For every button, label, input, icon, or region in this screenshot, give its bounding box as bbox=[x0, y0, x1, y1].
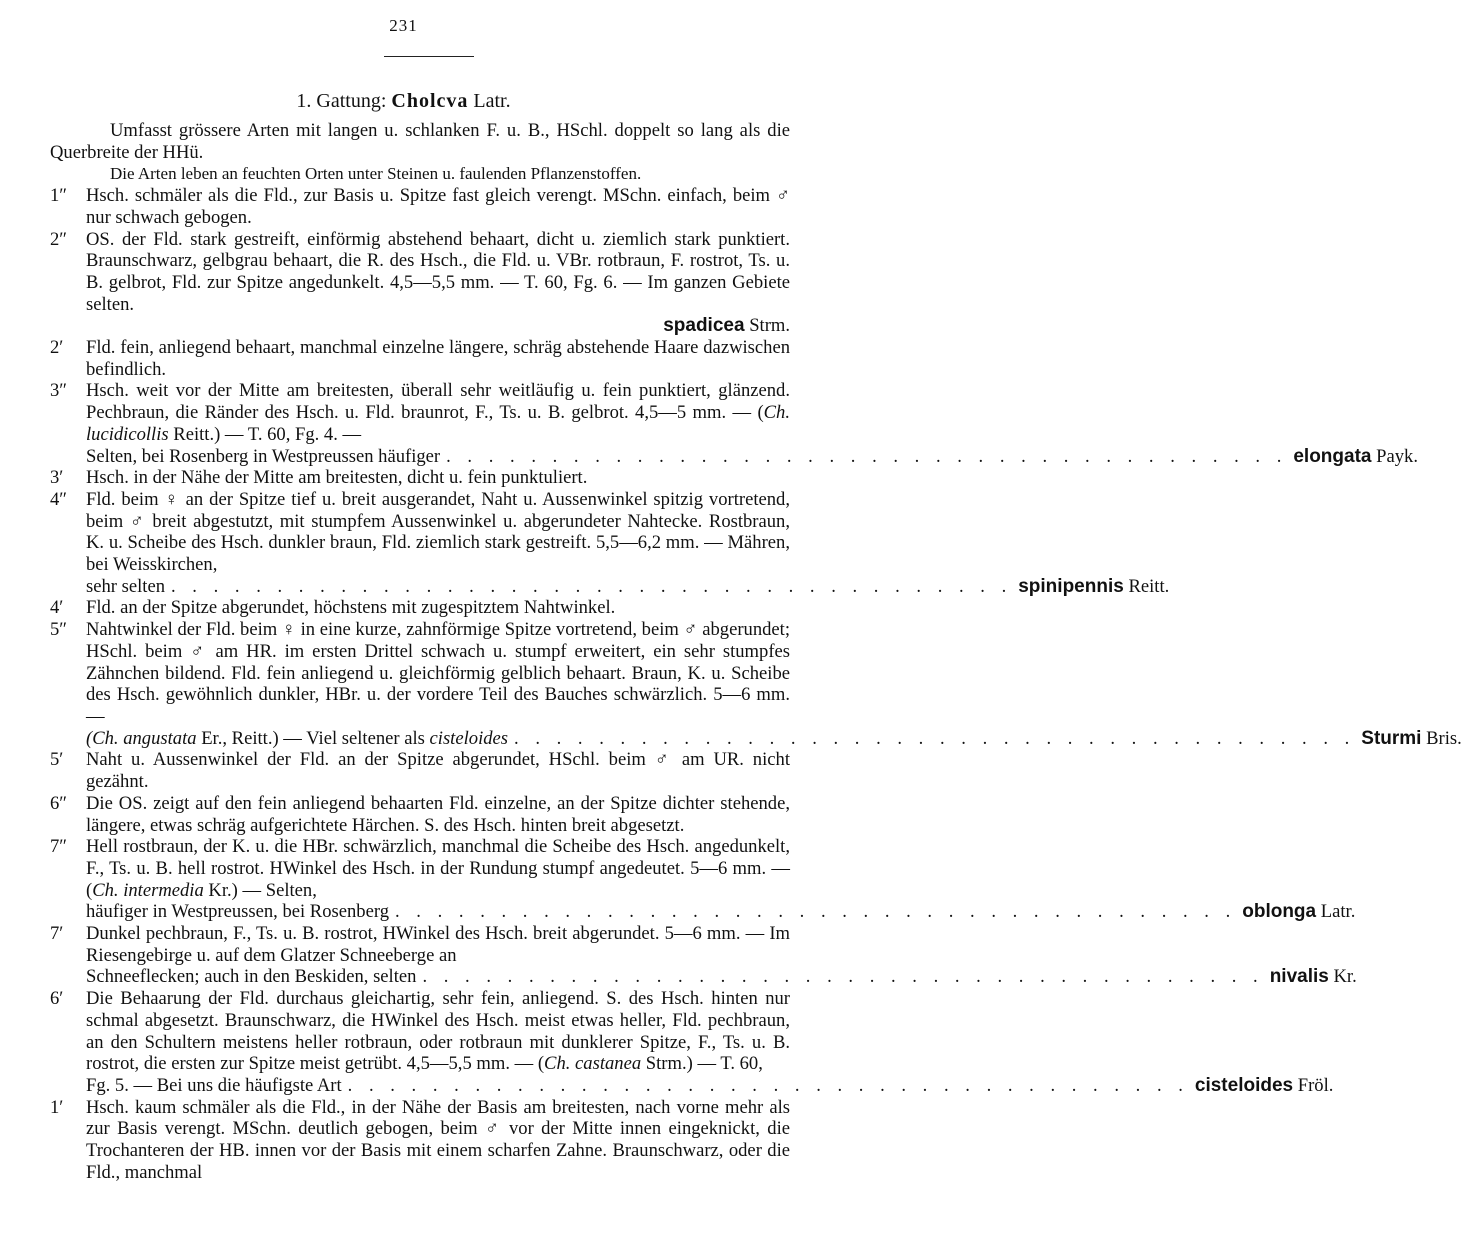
key-entry bbox=[50, 380, 1418, 467]
entry-text: Hsch. kaum schmäler als die Fld., in der Nähe der Basis am breitesten, nach vorne mehr als zur Basis verengt. MSchn. deutlich gebogen, beim ♂ vor der Mitte innen eingeknickt, die Trochanteren der HB. innen vor der Basis mit einem scharfen Zahne. Braunschwarz, oder die Fld., manchmal bbox=[86, 1096, 790, 1183]
entry-text: Hell rostbraun, der K. u. die HBr. schwärzlich, manchmal die Scheibe des Hsch. angedunkelt, F., Ts. u. B. hell rostrot. HWinkel des Hsch. in der Rundung stumpf angedeutet. 5—6 mm. — ( bbox=[86, 836, 790, 901]
dot-leader: . . . . . . . . . . . . . . . . . . . . . . . . . . . . . . . . . . . . . . . . bbox=[347, 1074, 1189, 1096]
key-number: 6″ bbox=[50, 792, 68, 814]
entry-text-cont: Kr.) — Selten, bbox=[203, 879, 317, 901]
reference-species: cisteloides bbox=[429, 727, 509, 749]
species-line bbox=[86, 445, 1418, 468]
key-entry bbox=[50, 185, 790, 228]
entry-text: Die OS. zeigt auf den fein anliegend behaarten Fld. einzelne, an der Spitze dichter stehende, längere, etwas schräg aufgerichtete Härchen. S. des Hsch. hinten breit abgesetzt. bbox=[86, 792, 790, 836]
species-line bbox=[86, 315, 790, 337]
key-number: 1′ bbox=[50, 1096, 64, 1118]
species-lead: häufiger in Westpreussen, bei Rosenberg bbox=[86, 901, 389, 923]
intro-paragraph: Umfasst grössere Arten mit langen u. schlanken F. u. B., HSchl. doppelt so lang als die Querbreite der HHü. bbox=[50, 120, 790, 163]
entry-text: Fld. fein, anliegend behaart, manchmal einzelne längere, schräg abstehende Haare dazwischen befindlich. bbox=[86, 337, 790, 380]
species-name: nivalis bbox=[1269, 966, 1329, 988]
key-entry bbox=[50, 836, 1356, 923]
entry-text: Hsch. schmäler als die Fld., zur Basis u. Spitze fast gleich verengt. MSchn. einfach, beim ♂ nur schwach gebogen. bbox=[86, 185, 790, 228]
entry-text: Fld. beim ♀ an der Spitze tief u. breit ausgerandet, Naht u. Aussenwinkel spitzig vortretend, beim ♂ breit abgestutzt, mit stumpfem Aussenwinkel u. abgerundeter Nahtecke. Rostbraun, K. u. Scheibe des Hsch. dunkler braun, Fld. ziemlich stark gestreift. 5,5—6,2 mm. — Mähren, bei Weisskirchen, bbox=[86, 488, 790, 576]
species-lead: Schneeflecken; auch in den Beskiden, selten bbox=[86, 966, 417, 988]
species-author: Fröl. bbox=[1297, 1074, 1334, 1096]
key-text bbox=[50, 120, 1462, 1183]
synonym-name: Ch. castanea bbox=[544, 1053, 642, 1075]
key-number: 7″ bbox=[50, 836, 68, 858]
key-entry bbox=[50, 988, 1334, 1097]
entry-text-cont: Strm.) — T. 60, bbox=[641, 1053, 763, 1075]
dot-leader: . . . . . . . . . . . . . . . . . . . . . . . . . . . . . . . . . . . . . . . . bbox=[395, 901, 1237, 923]
species-author: Strm. bbox=[749, 315, 790, 337]
key-number: 7′ bbox=[50, 923, 64, 945]
species-name: oblonga bbox=[1242, 901, 1317, 923]
heading-prefix: 1. Gattung: bbox=[296, 90, 387, 112]
key-number: 5′ bbox=[50, 749, 64, 771]
key-number: 4″ bbox=[50, 488, 68, 510]
species-name: cisteloides bbox=[1194, 1074, 1294, 1096]
key-entry bbox=[50, 749, 790, 792]
species-lead: sehr selten bbox=[86, 575, 165, 597]
dot-leader: . . . . . . . . . . . . . . . . . . . . . . . . . . . . . . . . . . . . . . . . bbox=[514, 727, 1356, 749]
species-author: Reitt. bbox=[1128, 575, 1170, 597]
entry-text: OS. der Fld. stark gestreift, einförmig abstehend behaart, dicht u. ziemlich stark punktiert. Braunschwarz, gelbgrau behaart, die R. des Hsch., die Fld. u. VBr. rotbraun, F. rostrot, Ts. u. B. gelbrot, Fld. zur Spitze angedunkelt. 4,5—5,5 mm. — T. 60, Fg. 6. — Im ganzen Gebiete selten. bbox=[86, 228, 790, 315]
species-author: Kr. bbox=[1333, 966, 1357, 988]
key-number: 6′ bbox=[50, 988, 64, 1010]
species-name: spinipennis bbox=[1018, 575, 1124, 597]
entry-text-cont: Er., Reitt.) — Viel seltener als bbox=[196, 727, 430, 749]
header-rule bbox=[384, 56, 474, 57]
entry-text: Fld. an der Spitze abgerundet, höchstens mit zugespitztem Nahtwinkel. bbox=[86, 597, 616, 619]
key-entry bbox=[50, 488, 1170, 598]
genus-author: Latr. bbox=[473, 90, 511, 112]
dot-leader: . . . . . . . . . . . . . . . . . . . . . . . . . . . . . . . . . . . . . . . . bbox=[446, 445, 1288, 467]
species-name: Sturmi bbox=[1361, 727, 1422, 749]
key-number: 3″ bbox=[50, 380, 68, 402]
page-number: 231 bbox=[389, 16, 418, 35]
dot-leader: . . . . . . . . . . . . . . . . . . . . . . . . . . . . . . . . . . . . . . . . bbox=[171, 575, 1013, 597]
species-lead: Fg. 5. — Bei uns die häufigste Art bbox=[86, 1074, 342, 1096]
species-line bbox=[86, 727, 1462, 750]
entry-text: Hsch. in der Nähe der Mitte am breitesten, dicht u. fein punktuliert. bbox=[86, 467, 588, 489]
key-entry bbox=[50, 597, 790, 619]
species-author: Bris. bbox=[1426, 727, 1462, 749]
key-entry bbox=[50, 793, 790, 836]
species-line bbox=[86, 575, 1170, 598]
species-lead: Selten, bei Rosenberg in Westpreussen häufiger bbox=[86, 445, 441, 467]
entry-text: Naht u. Aussenwinkel der Fld. an der Spitze abgerundet, HSchl. beim ♂ am UR. nicht gezähnt. bbox=[86, 749, 790, 793]
key-number: 2′ bbox=[50, 337, 64, 359]
species-name: elongata bbox=[1293, 445, 1372, 467]
species-author: Payk. bbox=[1376, 445, 1418, 467]
species-name: spadicea bbox=[663, 315, 745, 337]
entry-text-cont: Reitt.) — T. 60, Fg. 4. — bbox=[168, 423, 362, 445]
synonym-name: (Ch. angustata bbox=[86, 727, 197, 749]
species-line bbox=[86, 1074, 1334, 1097]
key-entry bbox=[50, 923, 1357, 988]
synonym-name: Ch. intermedia bbox=[92, 879, 204, 901]
species-author: Latr. bbox=[1320, 901, 1356, 923]
key-number: 1″ bbox=[50, 185, 68, 207]
entry-text: Hsch. weit vor der Mitte am breitesten, überall sehr weitläufig u. fein punktiert, glänzend. Pechbraun, die Ränder des Hsch. u. Fld. braunrot, F., Ts. u. B. gelbrot. 4,5—5 mm. — ( bbox=[86, 380, 790, 424]
entry-text: Die Behaarung der Fld. durchaus gleichartig, sehr fein, anliegend. S. des Hsch. hinten nur schmal abgesetzt. Braunschwarz, die HWinkel des Hsch. meist etwas heller, Fld. pechbraun, an den Schultern meistens heller rotbraun, oder rotbraun mit dunklerer Spitze, F., Ts. u. B. rostrot, die ersten zur Spitze meist getrübt. 4,5—5,5 mm. — ( bbox=[86, 988, 790, 1075]
key-entry bbox=[50, 1097, 790, 1184]
key-entry bbox=[50, 619, 1462, 749]
key-entry bbox=[50, 467, 790, 489]
genus-heading bbox=[0, 90, 807, 113]
habitat-note: Die Arten leben an feuchten Orten unter Steinen u. faulenden Pflanzenstoffen. bbox=[110, 164, 642, 184]
key-number: 2″ bbox=[50, 228, 68, 250]
key-number: 5″ bbox=[50, 619, 68, 641]
key-number: 4′ bbox=[50, 597, 64, 619]
dot-leader: . . . . . . . . . . . . . . . . . . . . . . . . . . . . . . . . . . . . . . . . bbox=[422, 966, 1264, 988]
key-number: 3′ bbox=[50, 467, 64, 489]
genus-name: Cholcva bbox=[391, 90, 469, 112]
species-lead bbox=[86, 728, 508, 750]
entry-text: Nahtwinkel der Fld. beim ♀ in eine kurze, zahnförmige Spitze vortretend, beim ♂ abgerundet; HSchl. beim ♂ am HR. im ersten Drittel schwach u. stumpf erweitert, ein sehr stumpfes Zähnchen bildend. Fld. fein anliegend u. gleichförmig gelblich behaart. Braun, K. u. Scheibe des Hsch. gewöhnlich dunkler, HBr. u. der vordere Teil des Bauches schwärzlich. 5—6 mm. — bbox=[86, 619, 790, 727]
entry-text: Dunkel pechbraun, F., Ts. u. B. rostrot, HWinkel des Hsch. breit abgerundet. 5—6 mm. — Im Riesengebirge u. auf dem Glatzer Schneeberge an bbox=[86, 923, 790, 966]
key-entry bbox=[50, 229, 790, 338]
key-entry bbox=[50, 337, 790, 380]
species-line bbox=[86, 966, 1357, 988]
synonym-name: Ch. lucidicollis bbox=[86, 402, 790, 445]
species-line bbox=[86, 901, 1356, 923]
